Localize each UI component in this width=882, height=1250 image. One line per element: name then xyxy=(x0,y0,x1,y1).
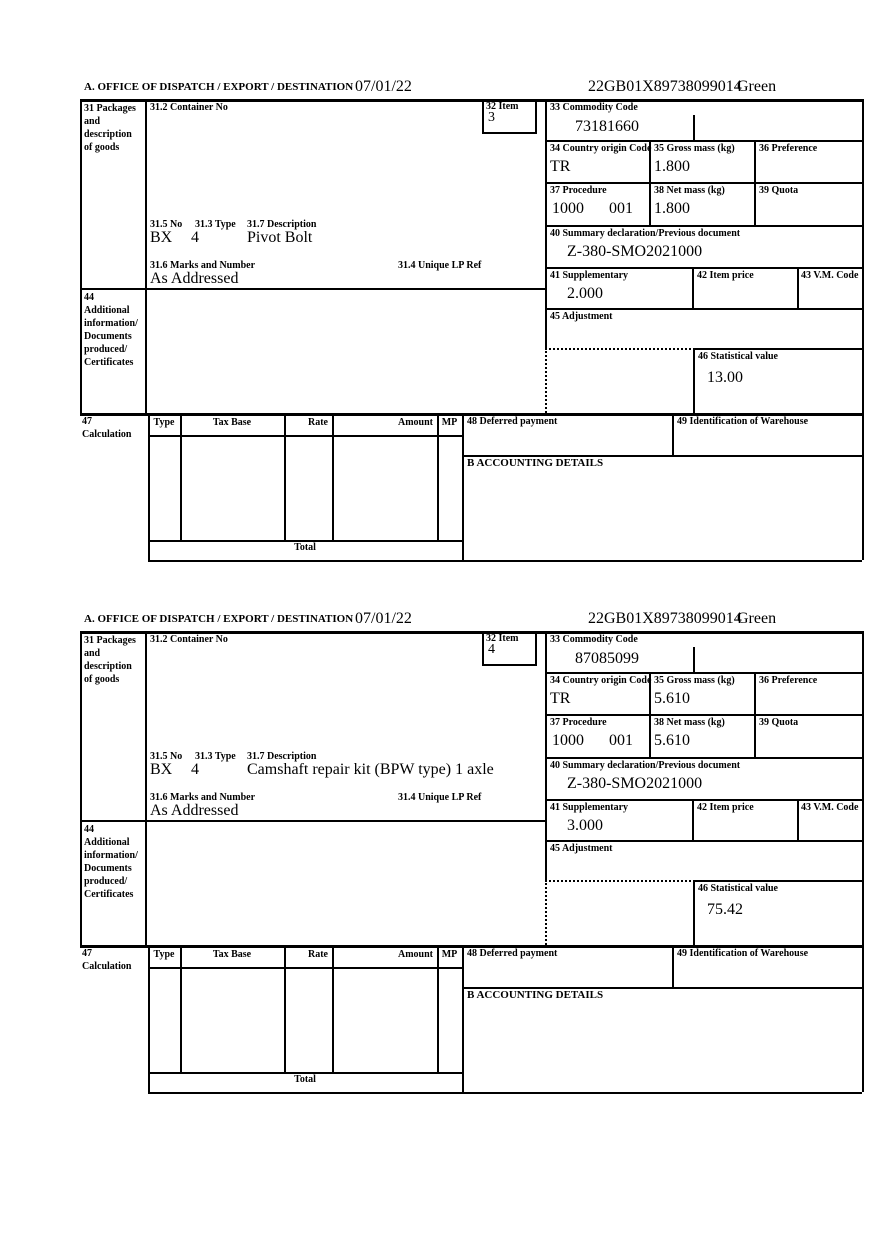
grid-line xyxy=(862,631,864,1092)
grid-line xyxy=(148,413,150,560)
box44-label-line: 44 xyxy=(84,824,94,835)
declaration-date: 07/01/22 xyxy=(355,78,412,95)
box37-procedure-label: 37 Procedure xyxy=(550,185,607,196)
grid-line xyxy=(332,945,334,1072)
box31-7-desc-label: 31.7 Description xyxy=(247,219,317,230)
grid-line xyxy=(693,880,862,882)
box44-label xyxy=(84,291,138,369)
box41-supplementary-label: 41 Supplementary xyxy=(550,802,629,813)
box48-deferred-label: 48 Deferred payment xyxy=(467,416,558,427)
calc-col-mp: MP xyxy=(441,949,458,960)
grid-line xyxy=(535,631,537,664)
box34-origin-label: 34 Country origin Code xyxy=(550,143,652,154)
marks-value: As Addressed xyxy=(150,270,239,287)
box33-commodity-label: 33 Commodity Code xyxy=(550,634,638,645)
box31-label-line: 31 Packages xyxy=(84,103,136,114)
box38-net-mass-label: 38 Net mass (kg) xyxy=(654,717,725,728)
box34-origin-label: 34 Country origin Code xyxy=(550,675,652,686)
box44-label-line: Additional xyxy=(84,837,130,848)
box36-preference-label: 36 Preference xyxy=(759,143,818,154)
box40-summary-label: 40 Summary declaration/Previous document xyxy=(550,228,741,239)
box35-gross-mass-label: 35 Gross mass (kg) xyxy=(654,675,735,686)
box40-summary-label: 40 Summary declaration/Previous document xyxy=(550,760,741,771)
box44-label-line: Documents xyxy=(84,863,132,874)
grid-line xyxy=(462,560,862,562)
box35-gross-mass-label: 35 Gross mass (kg) xyxy=(654,143,735,154)
grid-line xyxy=(797,799,799,840)
grid-line xyxy=(672,945,674,987)
grid-line xyxy=(148,945,150,1092)
procedure-code-value: 1000 xyxy=(552,732,584,749)
box47-label xyxy=(82,415,131,441)
calc-col-tax-base: Tax Base xyxy=(212,949,252,960)
box32-item-label: 32 Item xyxy=(486,633,519,644)
grid-line xyxy=(693,348,695,413)
box31-label-line: description xyxy=(84,129,132,140)
grid-line xyxy=(482,664,537,666)
box47-label-line: 47 xyxy=(82,416,92,427)
procedure-code2-value: 001 xyxy=(609,732,633,749)
grid-line xyxy=(80,288,545,290)
dotted-divider xyxy=(545,348,547,413)
box31-6-marks-label: 31.6 Marks and Number xyxy=(150,792,256,803)
box31-7-desc-label: 31.7 Description xyxy=(247,751,317,762)
calc-col-rate: Rate xyxy=(308,949,328,960)
box31-2-container-label: 31.2 Container No xyxy=(150,102,228,113)
box44-label-line: produced/ xyxy=(84,876,128,887)
box44-label-line: Documents xyxy=(84,331,132,342)
grid-line xyxy=(692,799,694,840)
marks-value: As Addressed xyxy=(150,802,239,819)
grid-line xyxy=(545,672,862,674)
grid-line xyxy=(80,99,82,413)
grid-line xyxy=(693,880,695,945)
grid-line xyxy=(693,115,695,140)
grid-line xyxy=(545,267,862,269)
box37-procedure-label: 37 Procedure xyxy=(550,717,607,728)
grid-line xyxy=(148,1092,462,1094)
grid-line xyxy=(754,672,756,757)
box49-warehouse-label: 49 Identification of Warehouse xyxy=(677,948,809,959)
box44-label-line: produced/ xyxy=(84,344,128,355)
procedure-code2-value: 001 xyxy=(609,200,633,217)
box44-label-line: Certificates xyxy=(84,357,134,368)
box47-label xyxy=(82,947,131,973)
box31-6-marks-label: 31.6 Marks and Number xyxy=(150,260,256,271)
box31-5-no-label: 31.5 No xyxy=(150,219,183,230)
grid-line xyxy=(535,99,537,132)
grid-line xyxy=(462,945,464,1092)
grid-line xyxy=(80,631,82,945)
grid-line xyxy=(437,945,439,1072)
grid-line xyxy=(545,757,862,759)
box31-label xyxy=(84,634,136,686)
calc-col-amount: Amount xyxy=(397,417,433,428)
box-b-accounting-label: B ACCOUNTING DETAILS xyxy=(467,989,604,1001)
dotted-divider xyxy=(545,880,695,882)
supplementary-units-value: 3.000 xyxy=(567,817,603,834)
grid-line xyxy=(545,714,862,716)
supplementary-units-value: 2.000 xyxy=(567,285,603,302)
statistical-value: 13.00 xyxy=(707,369,743,386)
grid-line xyxy=(148,435,462,437)
grid-line xyxy=(148,967,462,969)
box31-label-line: of goods xyxy=(84,142,120,153)
box31-label-line: of goods xyxy=(84,674,120,685)
box31-3-type-label: 31.3 Type xyxy=(195,751,236,762)
box44-label-line: 44 xyxy=(84,292,94,303)
grid-line xyxy=(284,945,286,1072)
grid-line xyxy=(180,945,182,1072)
package-code-value: BX xyxy=(150,229,173,246)
box48-deferred-label: 48 Deferred payment xyxy=(467,948,558,959)
grid-line xyxy=(80,820,545,822)
grid-line xyxy=(692,267,694,308)
grid-line xyxy=(462,413,464,560)
box43-vm-code-label: 43 V.M. Code xyxy=(801,270,859,281)
box47-label-line: 47 xyxy=(82,948,92,959)
grid-line xyxy=(145,99,147,413)
box44-label-line: Additional xyxy=(84,305,130,316)
box33-commodity-label: 33 Commodity Code xyxy=(550,102,638,113)
routing-status: Green xyxy=(737,78,777,95)
procedure-code-value: 1000 xyxy=(552,200,584,217)
commodity-code-value: 87085099 xyxy=(575,650,639,667)
grid-line xyxy=(180,413,182,540)
grid-line xyxy=(284,413,286,540)
box31-5-no-label: 31.5 No xyxy=(150,751,183,762)
mrn-value: 22GB01X89738099014 xyxy=(588,78,742,95)
box-b-accounting-label: B ACCOUNTING DETAILS xyxy=(467,457,604,469)
grid-line xyxy=(545,182,862,184)
grid-line xyxy=(545,840,862,842)
calc-col-amount: Amount xyxy=(397,949,433,960)
calc-total-label: Total xyxy=(294,542,316,553)
grid-line xyxy=(693,348,862,350)
calc-col-rate: Rate xyxy=(308,417,328,428)
sad-form-page-1 xyxy=(0,78,882,583)
package-count-value: 4 xyxy=(191,761,199,778)
grid-line xyxy=(148,560,462,562)
item-number-value: 4 xyxy=(488,642,495,657)
calc-col-type: Type xyxy=(153,949,175,960)
goods-description-value: Camshaft repair kit (BPW type) 1 axle xyxy=(247,761,494,778)
sad-form-page-2 xyxy=(0,610,882,1115)
box39-quota-label: 39 Quota xyxy=(759,717,799,728)
box31-label-line: 31 Packages xyxy=(84,635,136,646)
box31-label xyxy=(84,102,136,154)
mrn-value: 22GB01X89738099014 xyxy=(588,610,742,627)
box32-item-label: 32 Item xyxy=(486,101,519,112)
grid-line xyxy=(545,799,862,801)
grid-line xyxy=(332,413,334,540)
box-a-title: A. OFFICE OF DISPATCH / EXPORT / DESTINATION xyxy=(84,613,354,625)
grid-line xyxy=(545,225,862,227)
gross-mass-value: 1.800 xyxy=(654,158,690,175)
box31-label-line: and xyxy=(84,116,101,127)
box47-label-line: Calculation xyxy=(82,961,132,972)
box31-3-type-label: 31.3 Type xyxy=(195,219,236,230)
item-number-value: 3 xyxy=(488,110,495,125)
gross-mass-value: 5.610 xyxy=(654,690,690,707)
box31-label-line: and xyxy=(84,648,101,659)
box31-2-container-label: 31.2 Container No xyxy=(150,634,228,645)
box49-warehouse-label: 49 Identification of Warehouse xyxy=(677,416,809,427)
commodity-code-value: 73181660 xyxy=(575,118,639,135)
box44-label-line: information/ xyxy=(84,850,138,861)
box45-adjustment-label: 45 Adjustment xyxy=(550,311,613,322)
box46-stat-value-label: 46 Statistical value xyxy=(698,883,778,894)
box31-label-line: description xyxy=(84,661,132,672)
box43-vm-code-label: 43 V.M. Code xyxy=(801,802,859,813)
grid-line xyxy=(545,99,547,348)
box42-item-price-label: 42 Item price xyxy=(697,270,754,281)
box-a-title: A. OFFICE OF DISPATCH / EXPORT / DESTINATION xyxy=(84,81,354,93)
package-count-value: 4 xyxy=(191,229,199,246)
routing-status: Green xyxy=(737,610,777,627)
grid-line xyxy=(482,631,484,664)
dotted-divider xyxy=(545,880,547,945)
box44-label-line: Certificates xyxy=(84,889,134,900)
grid-line xyxy=(545,631,547,880)
net-mass-value: 5.610 xyxy=(654,732,690,749)
goods-description-value: Pivot Bolt xyxy=(247,229,313,246)
box31-4-lp-ref-label: 31.4 Unique LP Ref xyxy=(398,260,482,271)
box46-stat-value-label: 46 Statistical value xyxy=(698,351,778,362)
declaration-date: 07/01/22 xyxy=(355,610,412,627)
box44-label-line: information/ xyxy=(84,318,138,329)
previous-document-value: Z-380-SMO2021000 xyxy=(567,775,703,792)
net-mass-value: 1.800 xyxy=(654,200,690,217)
box45-adjustment-label: 45 Adjustment xyxy=(550,843,613,854)
box44-label xyxy=(84,823,138,901)
dotted-divider xyxy=(545,348,695,350)
grid-line xyxy=(145,631,147,945)
grid-line xyxy=(482,132,537,134)
calc-total-label: Total xyxy=(294,1074,316,1085)
calc-col-mp: MP xyxy=(441,417,458,428)
grid-line xyxy=(462,1092,862,1094)
grid-line xyxy=(437,413,439,540)
country-origin-value: TR xyxy=(550,158,571,175)
box31-4-lp-ref-label: 31.4 Unique LP Ref xyxy=(398,792,482,803)
grid-line xyxy=(545,308,862,310)
grid-line xyxy=(482,99,484,132)
package-code-value: BX xyxy=(150,761,173,778)
calc-col-tax-base: Tax Base xyxy=(212,417,252,428)
statistical-value: 75.42 xyxy=(707,901,743,918)
box38-net-mass-label: 38 Net mass (kg) xyxy=(654,185,725,196)
calc-col-type: Type xyxy=(153,417,175,428)
country-origin-value: TR xyxy=(550,690,571,707)
grid-line xyxy=(672,413,674,455)
previous-document-value: Z-380-SMO2021000 xyxy=(567,243,703,260)
grid-line xyxy=(693,647,695,672)
box41-supplementary-label: 41 Supplementary xyxy=(550,270,629,281)
grid-line xyxy=(545,140,862,142)
grid-line xyxy=(797,267,799,308)
box36-preference-label: 36 Preference xyxy=(759,675,818,686)
grid-line xyxy=(754,140,756,225)
box47-label-line: Calculation xyxy=(82,429,132,440)
grid-line xyxy=(862,99,864,560)
box42-item-price-label: 42 Item price xyxy=(697,802,754,813)
box39-quota-label: 39 Quota xyxy=(759,185,799,196)
